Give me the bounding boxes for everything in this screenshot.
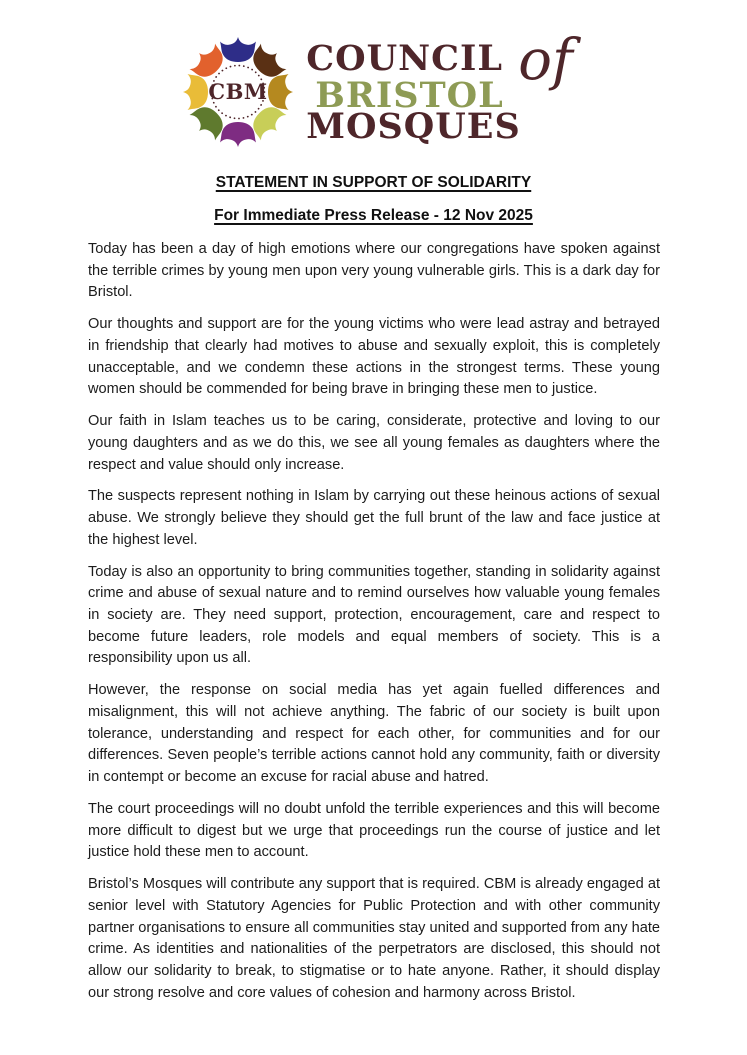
wordmark-bristol: BRISTOL: [315, 74, 504, 116]
dome-petal-icon: [220, 122, 256, 147]
cbm-logo: [0, 0, 747, 152]
statement-body: [0, 225, 747, 1055]
press-release-subtitle: For Immediate Press Release - 12 Nov 2025: [214, 207, 533, 224]
cbm-wordmark: [306, 27, 573, 147]
dome-petal-icon: [268, 74, 293, 110]
statement-paragraph: The court proceedings will no doubt unfold the terrible experiences and this will become more difficult to digest but we urge that proceedings run the course of justice and let justice hold these men to account.: [88, 800, 660, 861]
statement-paragraph: Today is also an opportunity to bring communities together, standing in solidarity against crime and abuse of sexual nature and to remind ourselves how valuable young females in society are. They need support, protection, encouragement, care and respect to become future leaders, role models and equal members of society. This is a responsibility upon us all.: [88, 563, 660, 667]
wordmark-row-council: [306, 27, 573, 93]
wordmark-mosques: MOSQUES: [306, 105, 521, 147]
statement-paragraph: Today has been a day of high emotions where our congregations have spoken against the terrible crimes by young men upon very young vulnerable girls. This is a dark day for Bristol.: [88, 241, 660, 301]
wordmark-council: COUNCIL: [306, 37, 503, 79]
statement-paragraph: The suspects represent nothing in Islam by carrying out these heinous actions of sexual abuse. We strongly believe they should get the full brunt of the law and face justice at the highest level.: [88, 488, 660, 548]
wordmark-of: of: [518, 27, 573, 93]
statement-paragraph: Our thoughts and support are for the young victims who were lead astray and betrayed in friendship that clearly had motives to abuse and sexually exploit, this is completely unacceptable, and we condemn these actions in the strongest terms. These young women should be commended for being brave in bringing these men to justice.: [88, 316, 660, 398]
dome-petal-icon: [220, 37, 256, 62]
cbm-monogram: CBM: [208, 79, 268, 104]
statement-paragraph: Our faith in Islam teaches us to be caring, considerate, protective and loving to our young daughters and as we do this, we see all young females as daughters where the respect and value should only increase.: [88, 413, 660, 473]
statement-title: STATEMENT IN SUPPORT OF SOLIDARITY: [215, 174, 532, 191]
cbm-emblem-icon: [178, 32, 298, 152]
dome-petal-icon: [183, 74, 208, 110]
statement-paragraph: However, the response on social media has yet again fuelled differences and misalignment, this will not achieve anything. The fabric of our society is built upon tolerance, understanding and respect for each other, for communities and for our differences. Seven people’s terrible actions cannot hold any community, faith or diversity in contempt or become an excuse for racial abuse and hatred.: [88, 682, 660, 786]
statement-paragraph: Bristol’s Mosques will contribute any support that is required. CBM is already engaged at senior level with Statutory Agencies for Public Protection and with other community partner organisations to ensure all communities stay united and supported from any hate crime. As identities and nationalities of the perpetrators are disclosed, this should not allow our solidarity to break, to stigmatise or to hate anyone. Rather, it should display our strong resolve and core values of cohesion and harmony across Bristol.: [88, 876, 660, 1001]
